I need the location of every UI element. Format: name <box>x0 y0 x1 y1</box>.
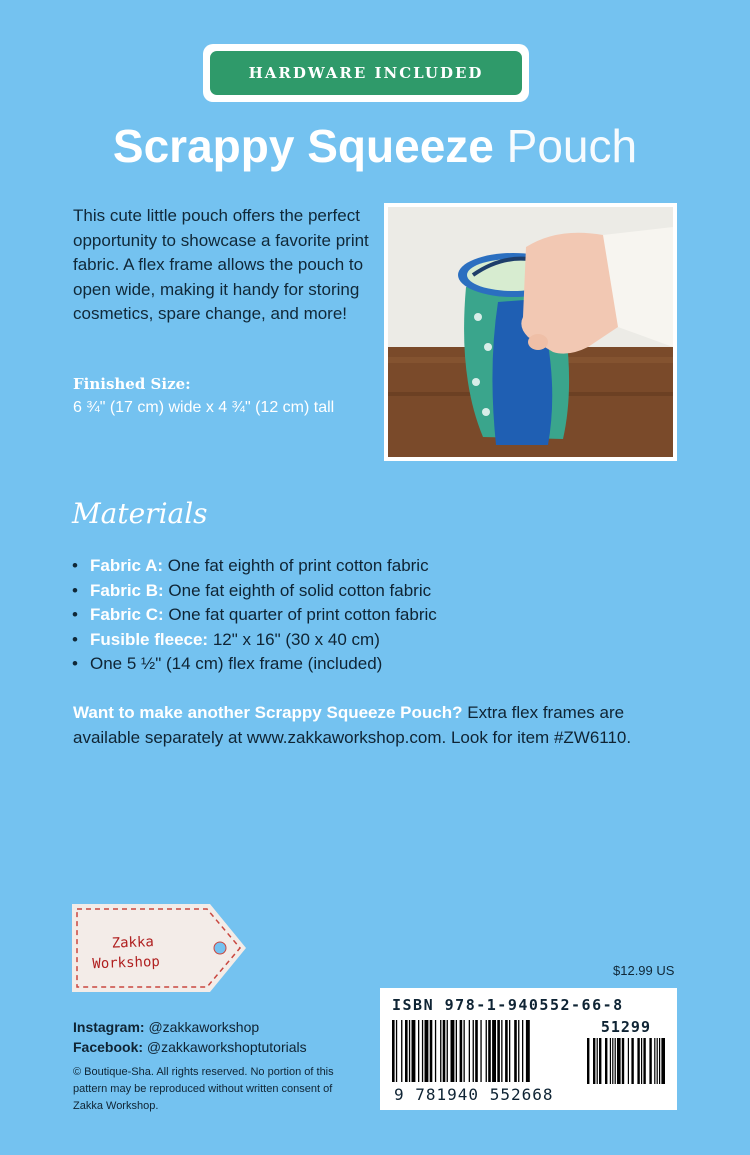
zakka-workshop-logo-tag <box>70 902 248 994</box>
facebook-handle: @zakkaworkshoptutorials <box>143 1039 307 1055</box>
hardware-badge <box>203 44 529 102</box>
material-text: One fat quarter of print cotton fabric <box>163 605 437 625</box>
barcode-bar <box>522 1020 523 1082</box>
barcode-bar <box>526 1020 530 1082</box>
extra-highlight: Want to make another Scrappy Squeeze Pouch? <box>73 703 463 722</box>
title-bold: Scrappy Squeeze <box>112 120 494 172</box>
isbn-text: ISBN 978-1-940552-66-8 <box>392 996 624 1014</box>
badge-inner <box>210 51 522 95</box>
finished-size-label: Finished Size: <box>73 375 191 393</box>
barcode-bars <box>392 1020 667 1086</box>
barcode-bar <box>451 1020 455 1082</box>
isbn-barcode <box>380 988 677 1110</box>
barcode-bar <box>469 1020 470 1082</box>
finished-size <box>73 373 373 419</box>
barcode-bar <box>464 1020 465 1082</box>
instagram-handle: @zakkaworkshop <box>144 1019 260 1035</box>
barcode-bar <box>460 1020 463 1082</box>
addon-bar <box>657 1038 658 1084</box>
barcode-bar <box>480 1020 481 1082</box>
barcode-bar <box>492 1020 496 1082</box>
barcode-bar <box>505 1020 508 1082</box>
material-key: Fabric B: <box>90 580 164 600</box>
addon-bar <box>654 1038 655 1084</box>
barcode-bar <box>412 1020 416 1082</box>
extra-text: Extra flex frames are available separately at www.zakkaworkshop.com. Look for item #ZW6110. <box>73 703 632 747</box>
barcode-bar <box>473 1020 474 1082</box>
barcode-bar <box>475 1020 478 1082</box>
barcode-bar <box>518 1020 519 1082</box>
barcode-bar <box>392 1020 395 1082</box>
barcode-bar <box>435 1020 436 1082</box>
barcode-bar <box>440 1020 441 1082</box>
material-key: Fabric A: <box>90 556 164 575</box>
material-key: Fabric C: <box>90 605 164 625</box>
facebook-line <box>73 1037 307 1057</box>
barcode-bar <box>447 1020 448 1082</box>
tag-line-1: Zakka <box>111 934 155 952</box>
barcode-bar <box>514 1020 517 1082</box>
pouch-photo <box>384 203 677 461</box>
social-links <box>73 1017 307 1057</box>
barcode-bar <box>486 1020 487 1082</box>
barcode-bar <box>418 1020 419 1082</box>
addon-bar <box>605 1038 607 1084</box>
instagram-line <box>73 1017 307 1037</box>
addon-bar <box>631 1038 633 1084</box>
addon-bar <box>599 1038 601 1084</box>
material-text: 12" x 16" (30 x 40 cm) <box>208 629 380 649</box>
finished-size-value: 6 ¾" (17 cm) wide x 4 ¾" (12 cm) tall <box>73 399 335 416</box>
addon-bar <box>593 1038 595 1084</box>
addon-bar <box>628 1038 629 1084</box>
badge-text: HARDWARE INCLUDED <box>248 64 484 82</box>
price-code: 51299 <box>600 1018 651 1036</box>
addon-bar <box>643 1038 645 1084</box>
material-item <box>72 652 437 677</box>
barcode-bar <box>501 1020 502 1082</box>
instagram-label: Instagram: <box>73 1019 145 1035</box>
addon-bar <box>615 1038 616 1084</box>
material-text: One fat eighth of solid cotton fabric <box>163 580 432 600</box>
intro-paragraph: This cute little pouch offers the perfect opportunity to showcase a favorite print fabric. A flex frame allows the pouch to open wide, making it handy for storing cosmetics, spare change, and more! <box>73 206 369 323</box>
addon-bar <box>649 1038 651 1084</box>
ean-digits: 9 781940 552668 <box>394 1085 554 1104</box>
material-item <box>72 628 437 653</box>
title-light: Pouch <box>506 120 638 172</box>
addon-bar <box>597 1038 598 1084</box>
addon-bar <box>622 1038 624 1084</box>
addon-bar <box>587 1038 589 1084</box>
barcode-bar <box>497 1020 500 1082</box>
pouch-photo-illustration <box>388 207 673 457</box>
barcode-bar <box>456 1020 457 1082</box>
material-key: Fusible fleece: <box>90 629 209 649</box>
barcode-bar <box>509 1020 510 1082</box>
material-item <box>72 579 437 604</box>
barcode-bar <box>401 1020 402 1082</box>
addon-bar <box>612 1038 613 1084</box>
addon-bar <box>641 1038 642 1084</box>
barcode-bar <box>405 1020 408 1082</box>
price-label: $12.99 US <box>613 963 675 978</box>
addon-bar <box>617 1038 621 1084</box>
barcode-bar <box>443 1020 446 1082</box>
extra-frames-note <box>73 701 693 750</box>
addon-bar <box>610 1038 611 1084</box>
barcode-bar <box>430 1020 433 1082</box>
copyright-notice: © Boutique-Sha. All rights reserved. No portion of this pattern may be reproduced without written consent of Zakka Workshop. <box>73 1066 334 1112</box>
material-item <box>72 603 437 628</box>
barcode-bar <box>409 1020 410 1082</box>
page-title <box>0 118 750 174</box>
materials-heading: Materials <box>72 497 208 530</box>
addon-bar <box>661 1038 665 1084</box>
barcode-bar <box>488 1020 491 1082</box>
barcode-bar <box>422 1020 423 1082</box>
barcode-bar <box>396 1020 397 1082</box>
material-text: One fat eighth of print cotton fabric <box>163 556 429 575</box>
facebook-label: Facebook: <box>73 1039 144 1055</box>
material-text: One 5 ½" (14 cm) flex frame (included) <box>90 654 383 674</box>
tag-line-2: Workshop <box>92 953 161 973</box>
materials-list <box>72 554 437 677</box>
tag-logo-text <box>91 930 222 975</box>
addon-bar <box>637 1038 639 1084</box>
barcode-bar <box>425 1020 429 1082</box>
material-item <box>72 554 437 579</box>
addon-bar <box>659 1038 660 1084</box>
